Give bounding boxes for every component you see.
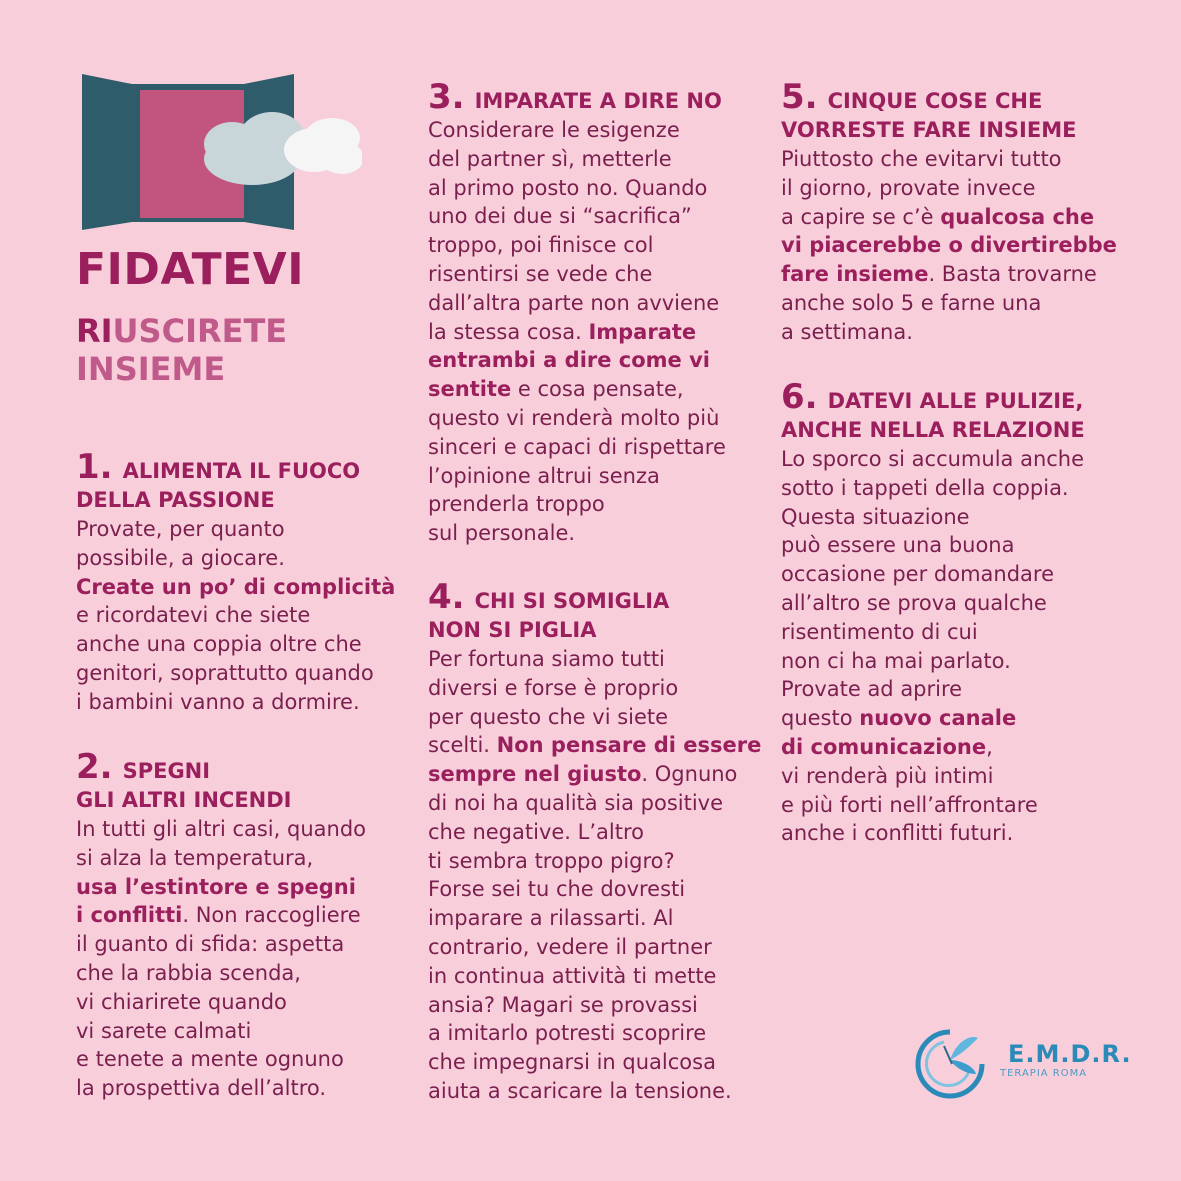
- section-heading: [76, 747, 406, 787]
- section-number: 5.: [781, 77, 818, 117]
- section-heading: [781, 377, 1121, 417]
- highlight-text: Non pensare di essere sempre nel giusto: [428, 733, 762, 787]
- section-1: [76, 447, 406, 717]
- section-number: 2.: [76, 747, 113, 787]
- body-text-run: e ricordatevi che siete anche una coppia oltre che genitori, soprattutto quando i bambini vanno a dormire.: [76, 603, 374, 714]
- section-heading: [76, 447, 406, 487]
- section-number: 3.: [428, 77, 465, 117]
- section-3: [428, 77, 768, 548]
- section-5: [781, 77, 1121, 347]
- section-number: 6.: [781, 377, 818, 417]
- section-heading: [781, 77, 1121, 117]
- section-heading-line1: SPEGNI: [122, 759, 211, 783]
- highlight-text: Imparate entrambi a dire come vi sentite: [428, 319, 711, 402]
- body-text-run: Lo sporco si accumula anche sotto i tappeti della coppia. Questa situazione può essere una buona occasione per domandare all’altro se prova qualche risentimento di cui non ci ha mai parlato. Provate ad aprire questo: [781, 447, 1085, 731]
- section-body: [428, 645, 768, 1106]
- body-text-run: . Ognuno di noi ha qualità sia positive che negative. L’altro ti sembra troppo pigro? Forse sei tu che dovresti imparare a rilassarti. Al contrario, vedere il partner in continua attività ti mette ansia? Magari se provassi a imitarlo potresti scoprire che impegnarsi in qualcosa aiuta a scaricare la tensione.: [428, 762, 738, 1103]
- section-heading-line2: NON SI PIGLIA: [428, 618, 597, 642]
- body-text-run: . Non raccogliere il guanto di sfida: aspetta che la rabbia scenda, vi chiarirete quando vi sarete calmati e tenete a mente ognuno la prospettiva dell’altro.: [76, 903, 361, 1101]
- section-heading-line1: DATEVI ALLE PULIZIE,: [827, 389, 1084, 413]
- highlight-text: qualcosa che vi piacerebbe o divertirebbe fare insieme: [781, 204, 1117, 287]
- subtitle-line2: INSIEME: [76, 350, 226, 388]
- left-shutter: [82, 74, 132, 230]
- section-heading: [428, 77, 768, 117]
- window-illustration: [82, 74, 362, 230]
- subtitle-prefix: RI: [76, 312, 113, 350]
- section-body: [76, 815, 406, 1103]
- body-text-run: , vi renderà più intimi e più forti nell’affrontare anche i conflitti futuri.: [781, 734, 1038, 846]
- section-heading-line2: VORRESTE FARE INSIEME: [781, 118, 1077, 142]
- section-heading-line1: ALIMENTA IL FUOCO: [122, 459, 361, 483]
- section-heading-line2: GLI ALTRI INCENDI: [76, 788, 292, 812]
- body-text-run: Per fortuna siamo tutti diversi e forse è proprio per questo che vi siete scelti.: [428, 647, 679, 758]
- section-body: [428, 116, 768, 548]
- subtitle-rest: USCIRETE: [112, 312, 288, 350]
- section-number: 1.: [76, 447, 113, 487]
- section-4: [428, 577, 768, 1106]
- section-heading-line1: IMPARATE A DIRE NO: [474, 89, 722, 113]
- cloud-icon: [204, 112, 362, 185]
- body-text-run: In tutti gli altri casi, quando si alza la temperatura,: [76, 817, 366, 870]
- section-heading-line2: DELLA PASSIONE: [76, 488, 275, 512]
- highlight-text: Create un po’ di complicità: [76, 574, 396, 599]
- highlight-text: usa l’estintore e spegni i conflitti: [76, 874, 356, 928]
- logo-name: E.M.D.R.: [1008, 1040, 1132, 1068]
- body-text-run: Considerare le esigenze del partner sì, metterle al primo posto no. Quando uno dei due si “sacrifica” troppo, poi finisce col risentirsi se vede che dall’altra parte non avviene la stessa cosa.: [428, 118, 720, 344]
- page-subtitle: [76, 312, 287, 388]
- section-heading-line2: ANCHE NELLA RELAZIONE: [781, 418, 1085, 442]
- section-heading: [428, 577, 768, 617]
- logo-tagline: TERAPIA ROMA: [1000, 1068, 1088, 1079]
- section-2: [76, 747, 406, 1103]
- section-body: [76, 515, 406, 717]
- section-6: [781, 377, 1121, 848]
- section-heading-line1: CHI SI SOMIGLIA: [474, 589, 670, 613]
- highlight-text: nuovo canale di comunicazione: [781, 706, 1017, 759]
- body-text-run: e cosa pensate, questo vi renderà molto più sinceri e capaci di rispettare l’opinione altrui senza prenderla troppo sul personale.: [428, 377, 726, 546]
- body-text-run: . Basta trovarne anche solo 5 e farne una a settimana.: [781, 262, 1097, 344]
- page-title: FIDATEVI: [76, 244, 305, 295]
- emdr-logo-icon: [900, 1020, 1000, 1100]
- section-body: [781, 445, 1121, 848]
- section-heading-line1: CINQUE COSE CHE: [827, 89, 1043, 113]
- body-text-run: Piuttosto che evitarvi tutto il giorno, provate invece a capire se c’è: [781, 147, 1062, 229]
- section-number: 4.: [428, 577, 465, 617]
- section-body: [781, 145, 1121, 347]
- body-text-run: Provate, per quanto possibile, a giocare.: [76, 517, 285, 570]
